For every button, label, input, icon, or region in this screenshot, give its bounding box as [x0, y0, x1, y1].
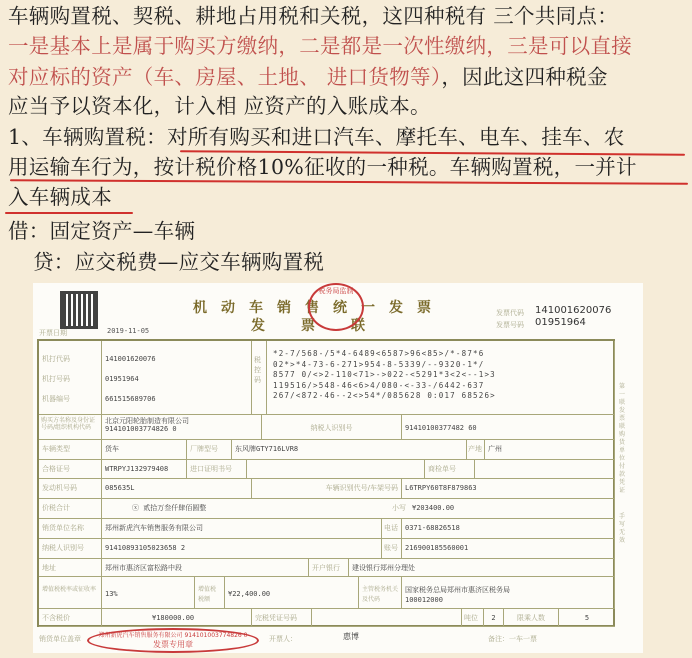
tax-authority: 国家税务总局郑州市惠济区税务局 100012000 — [402, 577, 615, 609]
tonnage: 2 — [484, 609, 504, 627]
origin: 广州 — [485, 440, 615, 460]
buyer-value: 北京元阳轮胎制造有限公司 914101003774826 0 — [102, 415, 262, 440]
text-line-5: 1、车辆购置税：对所有购买和进口汽车、摩托车、电车、挂车、农 — [8, 125, 625, 149]
invoice-code-label: 发票代码 — [496, 309, 524, 317]
invoice-number-label: 发票号码 — [496, 321, 524, 329]
buyer-taxid: 91410100377482 60 — [402, 415, 615, 440]
tax-authority-label: 主管税务机关及代码 — [359, 577, 402, 609]
import-cert-label: 进口证明书号 — [187, 460, 247, 479]
passenger-limit: 5 — [559, 609, 615, 627]
bank: 建设银行郑州分理处 — [349, 559, 615, 577]
address: 郑州市惠济区富松路中段 — [102, 559, 309, 577]
invoice-number: 01951964 — [535, 317, 586, 328]
text-line-6: 用运输车行为，按计税价格10%征收的一种税。车辆购置税，一并计 — [8, 155, 637, 179]
date-label: 开票日期 — [39, 329, 67, 337]
text-line-1: 车辆购置税、契税、耕地占用税和关税，这四种税有 三个共同点： — [8, 4, 619, 28]
machine-values: 141001620076 01951964 661515689706 — [102, 341, 252, 415]
text-line-4: 应当予以资本化，计入相 应资产的入账成本。 — [8, 94, 431, 118]
total-value: ⓧ 贰拾万叁仟肆佰圆整 小写 ¥203400.00 — [102, 499, 615, 519]
machine-labels: 机打代码 机打号码 机器编号 — [39, 341, 102, 415]
engine-number: 085635L — [102, 479, 252, 499]
invoice-table — [37, 339, 615, 627]
phone-label: 电话 — [382, 519, 402, 539]
vin: L6TRPY60T8F879863 — [402, 479, 615, 499]
invoice-code: 141001620076 — [535, 305, 612, 316]
seller-taxid-label: 纳税人识别号 — [39, 539, 102, 559]
vehicle-type: 货车 — [102, 440, 187, 460]
bank-label: 开户银行 — [309, 559, 349, 577]
seller-stamp-label: 销货单位盖章 — [39, 635, 81, 643]
price-excl-tax-label: 不含税价 — [39, 609, 102, 627]
certificate-label: 合格证号 — [39, 460, 102, 479]
vehicle-invoice-image — [33, 283, 643, 653]
brand-model: 东风牌GTY716LVR8 — [232, 440, 467, 460]
engine-label: 发动机号码 — [39, 479, 102, 499]
buyer-taxid-label: 纳税人识别号 — [262, 415, 402, 440]
inspection-label: 商检单号 — [425, 460, 475, 479]
address-label: 地址 — [39, 559, 102, 577]
text-line-8: 借：固定资产—车辆 — [8, 219, 196, 243]
seller-invoice-seal — [87, 628, 259, 653]
invoice-note: 备注：一车一票 — [488, 635, 537, 643]
invoice-date: 2019-11-05 — [107, 327, 150, 335]
vat-amount-label: 增值税税额 — [195, 577, 225, 609]
phone: 0371-68826518 — [402, 519, 615, 539]
side-label-2: 手写无效 — [619, 513, 626, 544]
tax-bureau-seal: 税务局监制 — [308, 283, 364, 331]
vat-rate: 13% — [102, 577, 195, 609]
seller-taxid: 91410893105023658 2 — [102, 539, 382, 559]
seal-bottom: 发票专用章 — [153, 640, 193, 649]
vehicle-type-label: 车辆类型 — [39, 440, 102, 460]
price-excl-tax: ¥180000.00 — [102, 609, 252, 627]
account: 216900185560001 — [402, 539, 615, 559]
import-cert-value — [247, 460, 425, 479]
text-line-9: 贷：应交税费—应交车辆购置税 — [33, 250, 325, 274]
certificate-number: WTRPYJ132979408 — [102, 460, 187, 479]
seal-code: 914101003774826 0 — [184, 632, 248, 639]
tax-receipt-label: 完税凭证号码 — [252, 609, 312, 627]
total-label: 价税合计 — [39, 499, 102, 519]
vat-amount: ¥22,400.00 — [225, 577, 359, 609]
seller-name: 郑州新虎汽车销售服务有限公司 — [102, 519, 382, 539]
tax-code-label: 税控码 — [252, 341, 267, 415]
text-line-3 — [8, 63, 608, 91]
drawer: 惠博 — [343, 632, 359, 641]
inspection-value — [475, 460, 615, 479]
tonnage-label: 吨位 — [462, 609, 484, 627]
text-line-3-rest: ，因此这四种税金 — [441, 65, 608, 89]
text-line-2: 一是基本上是属于购买方缴纳，二是都是一次性缴纳，三是可以直接 — [8, 34, 632, 58]
tax-receipt-value — [312, 609, 462, 627]
text-line-3-red: 对应标的资产（车、房屋、土地、 进口货物等） — [8, 65, 442, 89]
brand-model-label: 厂牌型号 — [187, 440, 232, 460]
invoice-title: 机动车销售统一发票 — [193, 300, 445, 316]
underline — [5, 212, 133, 214]
qr-code-icon — [60, 291, 98, 329]
buyer-label: 购买方名称及身份证号码/组织机构代码 — [39, 415, 102, 440]
account-label: 账号 — [382, 539, 402, 559]
side-label: 第一联发票联购货单位付款凭证 — [619, 383, 626, 494]
tax-control-code: *2-7/568-/5*4-6489<6587>96<85>/*-87*6 02*>*4-73-6-271>954-8-5339/--9320-1*/ 8577 0/<>2-110<71>->022-<5291*3<2<--1>3 119516/>548-46<6>4/080-<-33-/6442-637 267/<872-46--2<>54*/085628 0:017 68526> — [267, 341, 615, 415]
vat-rate-label: 增值税税率或征收率 — [39, 577, 102, 609]
text-line-7: 入车辆成本 — [8, 185, 112, 209]
origin-label: 产地 — [467, 440, 485, 460]
vin-label: 车辆识别代号/车架号码 — [252, 479, 402, 499]
invoice-subtitle: 发票联 — [251, 318, 401, 334]
seal-company: 郑州新虎汽车销售服务有限公司 — [98, 632, 183, 639]
drawer-label: 开票人： — [269, 635, 297, 643]
passenger-limit-label: 限乘人数 — [504, 609, 559, 627]
seller-label: 销货单位名称 — [39, 519, 102, 539]
